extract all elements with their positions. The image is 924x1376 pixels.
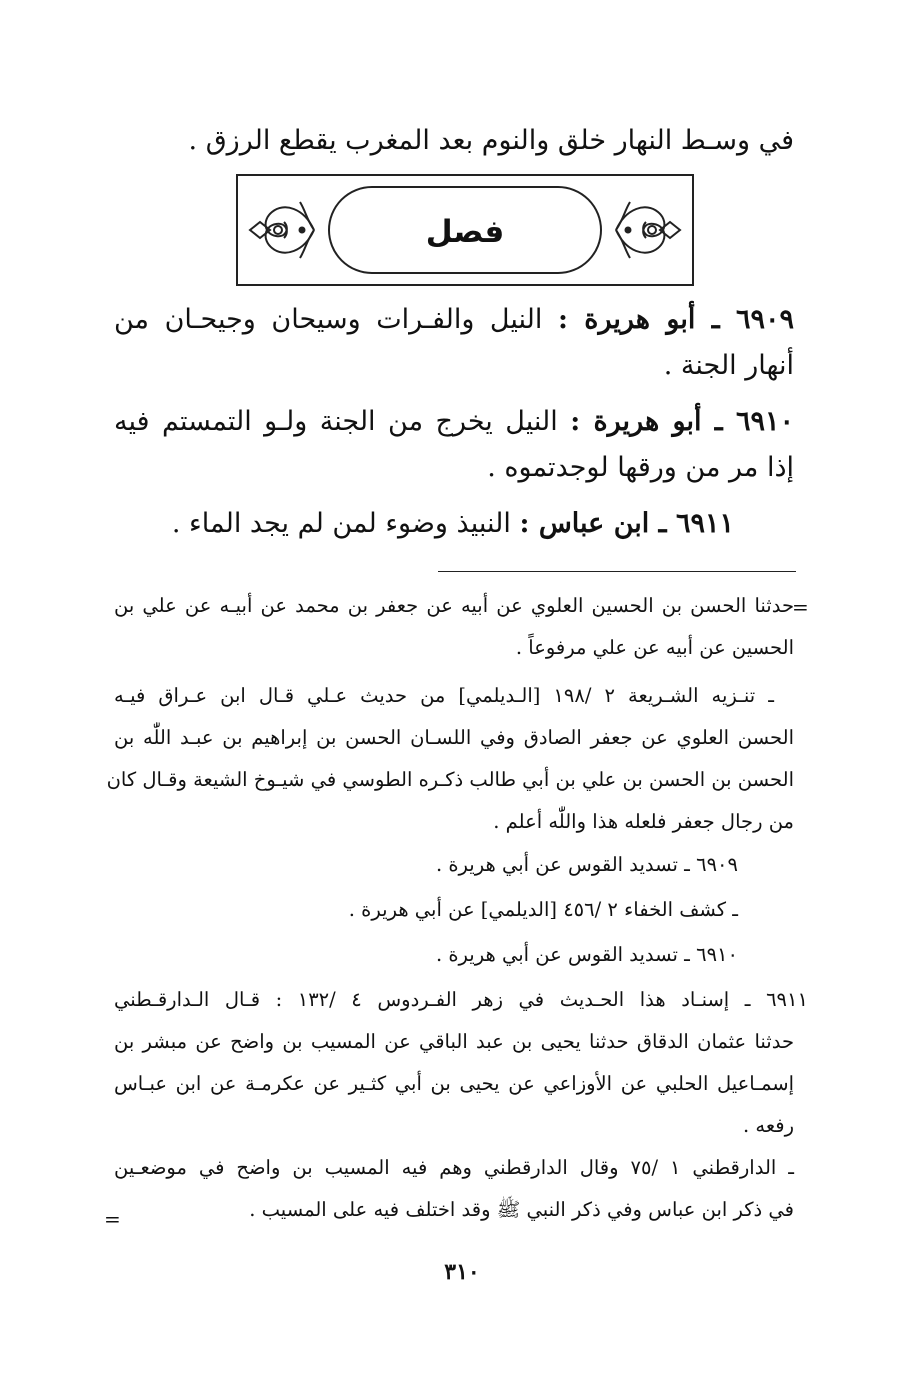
footnote-line: ـ كشف الخفاء ٢ /٤٥٦ [الديلمي] عن أبي هريرة . [348,898,738,921]
intro-line: في وسـط النهار خلق والنوم بعد المغرب يقطع الرزق . [188,125,794,156]
footnote-line: في ذكر ابن عباس وفي ذكر النبي ﷺ وقد اختلف فيه على المسيب . [249,1198,794,1221]
footnote-line: ٦٩١٠ ـ تسديد القوس عن أبي هريرة . [435,943,738,966]
footnote-line: حدثنا الحسن بن الحسين العلوي عن أبيه عن جعفر بن محمد عن أبيـه عن علي بن [114,594,794,617]
entry-6910-line-2: إذا مر من ورقها لوجدتموه . [487,452,794,483]
entry-6910-lead: ٦٩١٠ ـ أبو هريرة : [570,406,794,437]
footnote-line: ٦٩٠٩ ـ تسديد القوس عن أبي هريرة . [435,853,738,876]
entry-6909-line-1 [114,304,794,336]
entry-6909-lead: ٦٩٠٩ ـ أبو هريرة : [557,304,794,335]
arabesque-ornament-icon [604,188,686,272]
footnote-line: ـ الدارقطني ١ /٧٥ وقال الدارقطني وهم فيه المسيب بن واضح في موضعـين [114,1156,794,1179]
entry-6909-line-2: أنهار الجنة . [663,350,794,381]
footnote-line: الحسن العلوي عن جعفر الصادق وفي اللسـان الحسن بن إبراهيم بن عبـد اللّٰه بن [114,726,794,749]
footnote-line: الحسن بن الحسن بن علي بن أبي طالب ذكـره الطوسي في شيـوخ الشيعة وقـال كان [106,768,794,791]
section-heading: فصل [425,214,505,250]
entry-6909-text: النيل والفـرات وسيحان وجيحـان من [114,304,543,335]
footnote-closing-mark: = [104,1207,121,1231]
footnote-line: ٦٩١١ ـ إسنـاد هذا الحـديث في زهر الفـردوس ٤ /١٣٢ : قـال الـدارقـطني [114,988,808,1011]
footnote-line: من رجال جعفر فلعله هذا واللّٰه أعلم . [493,810,794,833]
footnote-line: الحسين عن أبيه عن علي مرفوعاً . [515,636,794,659]
footnote-line: إسمـاعيل الحلبي عن الأوزاعي عن يحيى بن أبي كثـير عن عكرمـة عن ابن عبـاس [114,1072,794,1095]
footnote-line: ـ تنـزيه الشـريعة ٢ /١٩٨ [الـديلمي] من حديث عـلي قـال ابن عـراق فيـه [114,684,774,707]
footnote-line: حدثنا عثمان الدقاق حدثنا يحيى بن عبد الباقي عن المسيب بن واضح عن مبشر بن [114,1030,794,1053]
footnote-line: رفعه . [743,1114,794,1137]
entry-6911-lead: ٦٩١١ ـ ابن عباس : [519,508,734,539]
entry-6911-line-1 [54,508,734,540]
entry-6910-text: النيل يخرج من الجنة ولـو التمستم فيه [114,406,558,437]
entry-6910-line-1 [114,406,794,438]
footnote-separator [438,571,796,572]
page-number: ٣١٠ [444,1259,480,1285]
arabesque-ornament-icon [244,188,326,272]
entry-6911-text: النبيذ وضوء لمن لم يجد الماء . [171,508,511,539]
heading-oval [328,186,602,274]
footnote-continuation-mark: = [792,595,809,619]
section-heading-frame [236,174,694,286]
